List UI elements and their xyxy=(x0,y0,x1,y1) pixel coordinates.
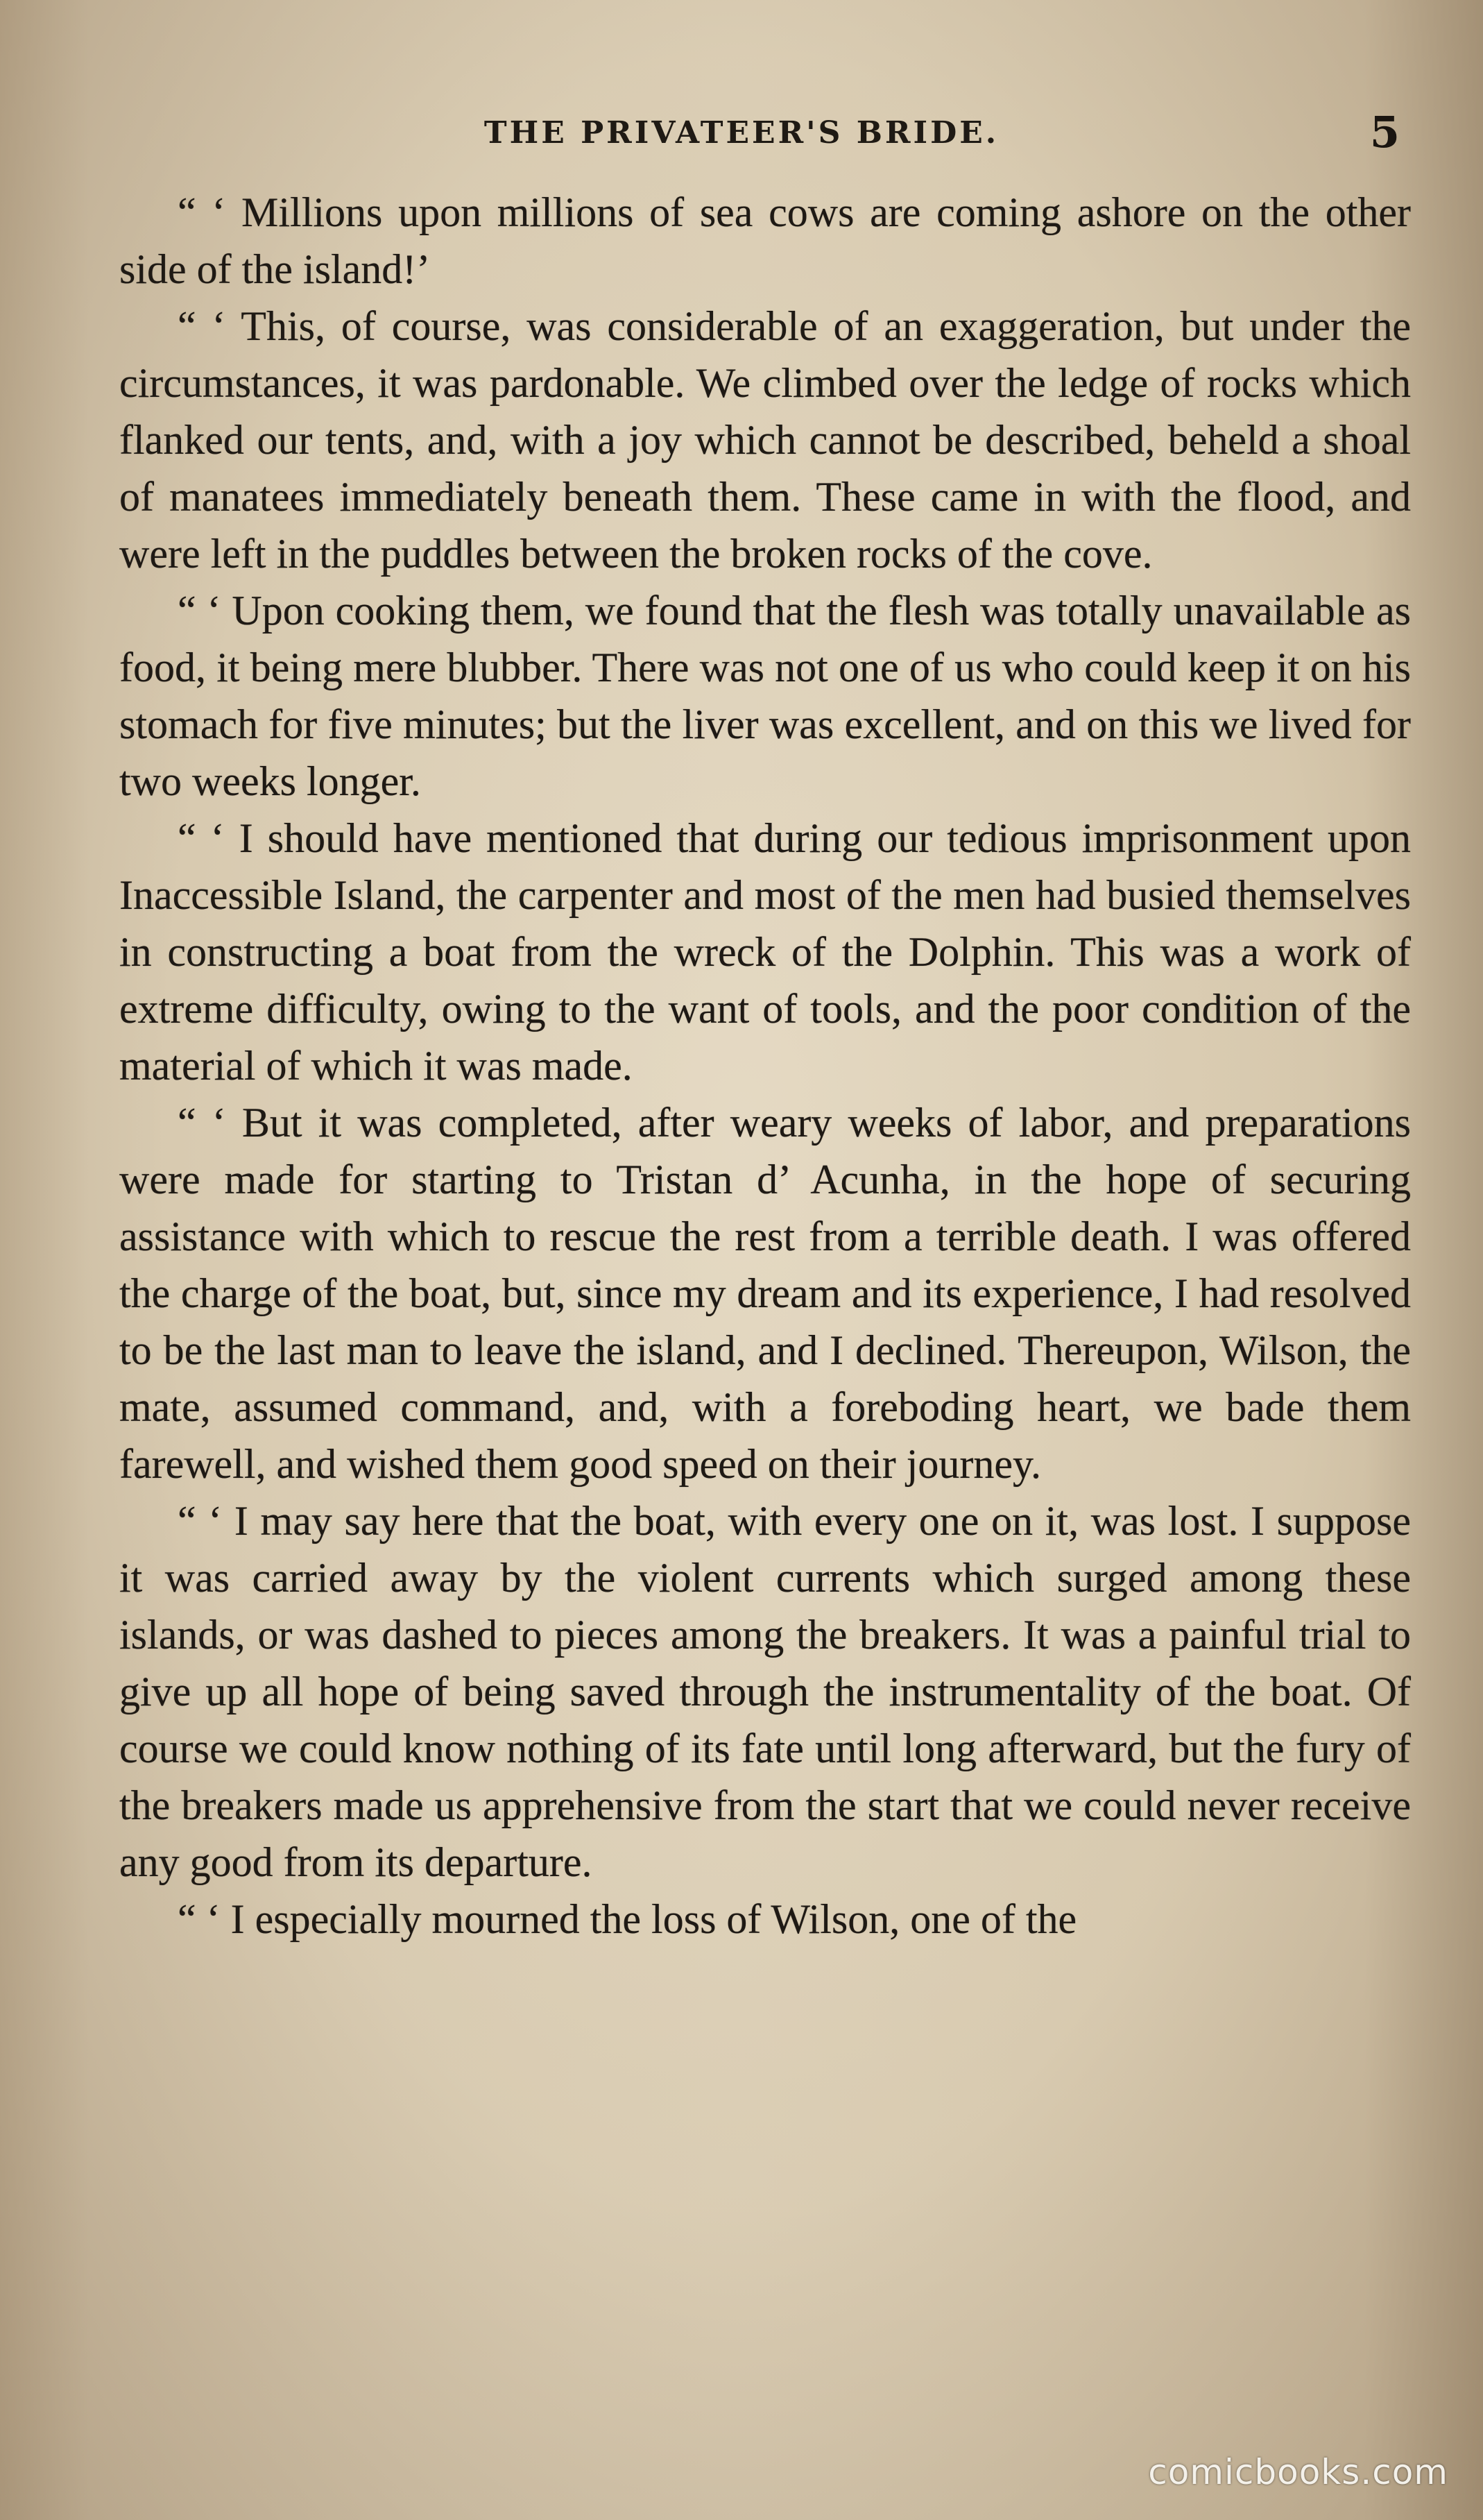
paragraph: “ ‘ Millions upon millions of sea cows are coming ashore on the other side of the island!’ xyxy=(119,189,1411,292)
paragraph: “ ‘ I may say here that the boat, with every one on it, was lost. I suppose it was carried away by the violent currents which surged among these islands, or was dashed to pieces among the breakers. It was a painful trial to give up all hope of being saved through the instrumentality of the boat. Of course we could know nothing of its fate until long afterward, but the fury of the breakers made us apprehensive from the start that we could never receive any good from its departure. xyxy=(119,1498,1411,1885)
paragraph: “ ‘ I should have mentioned that during our tedious imprisonment upon Inaccessible Island, the carpenter and most of the men had busied themselves in constructing a boat from the wreck of the Dolphin. This was a work of extreme difficulty, owing to the want of tools, and the poor condition of the material of which it was made. xyxy=(119,815,1411,1089)
page-number: 5 xyxy=(1369,107,1400,158)
paragraph: “ ‘ But it was completed, after weary weeks of labor, and preparations were made for starting to Tristan d’ Acunha, in the hope of securing assistance with which to rescue the rest from a terrible death. I was offered the charge of the boat, but, since my dream and its experience, I had resolved to be the last man to leave the island, and I declined. Thereupon, Wilson, the mate, assumed command, and, with a foreboding heart, we bade them farewell, and wished them good speed on their journey. xyxy=(119,1100,1411,1487)
paragraph: “ ‘ Upon cooking them, we found that the flesh was totally unavailable as food, it being mere blubber. There was not one of us who could keep it on his stomach for five minutes; but the liver was excellent, and on this we lived for two weeks longer. xyxy=(119,588,1411,804)
watermark: comicbooks.com xyxy=(1148,2452,1448,2492)
paragraph: “ ‘ I especially mourned the loss of Wilson, one of the xyxy=(178,1896,1077,1942)
running-head: THE PRIVATEER'S BRIDE. xyxy=(483,115,1000,151)
paragraph: “ ‘ This, of course, was considerable of an exaggeration, but under the circumstances, it was pardonable. We climbed over the ledge of rocks which flanked our tents, and, with a joy which cannot be described, beheld a shoal of manatees immediately beneath them. These came in with the flood, and were left in the puddles between the broken rocks of the cove. xyxy=(119,303,1411,577)
page-header xyxy=(0,104,1483,160)
body-text xyxy=(119,184,1411,1948)
